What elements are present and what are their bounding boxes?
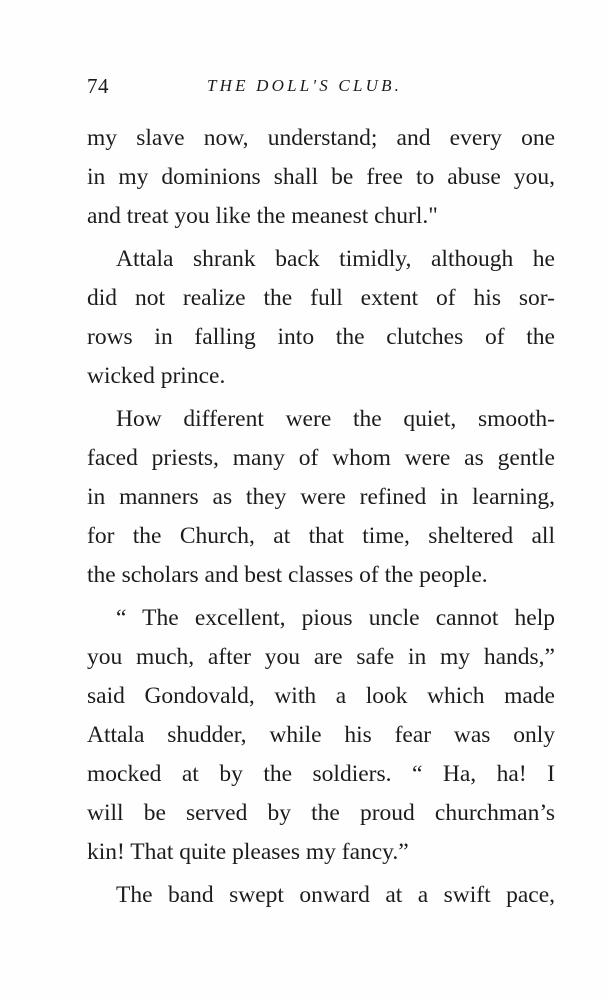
text-line: Attala shudder, while his fear was only: [87, 722, 555, 748]
text-line: my slave now, understand; and every one: [87, 125, 555, 151]
text-line: rows in falling into the clutches of the: [87, 324, 555, 350]
text-line: in manners as they were refined in learning,: [87, 484, 555, 510]
running-title: THE DOLL'S CLUB.: [207, 76, 403, 95]
text-line: Attala shrank back timidly, although he: [116, 246, 555, 272]
text-line: and treat you like the meanest churl.": [87, 203, 438, 229]
text-line: the scholars and best classes of the people.: [87, 562, 488, 588]
text-line: mocked at by the soldiers. “ Ha, ha! I: [87, 761, 555, 787]
text-line: wicked prince.: [87, 363, 226, 389]
text-line: The band swept onward at a swift pace,: [116, 882, 555, 908]
text-line: How different were the quiet, smooth-: [116, 406, 555, 432]
text-line: you much, after you are safe in my hands,”: [87, 644, 555, 670]
text-line: for the Church, at that time, sheltered all: [87, 523, 555, 549]
text-line: “ The excellent, pious uncle cannot help: [116, 605, 555, 631]
text-line: faced priests, many of whom were as gentle: [87, 445, 555, 471]
text-line: in my dominions shall be free to abuse you,: [87, 164, 555, 190]
text-line: kin! That quite pleases my fancy.”: [87, 839, 409, 865]
page-header: [87, 74, 555, 104]
text-line: will be served by the proud churchman’s: [87, 800, 555, 826]
body-text: [87, 119, 555, 915]
text-line: did not realize the full extent of his sor-: [87, 285, 555, 311]
text-line: said Gondovald, with a look which made: [87, 683, 555, 709]
page-number: 74: [87, 74, 109, 98]
